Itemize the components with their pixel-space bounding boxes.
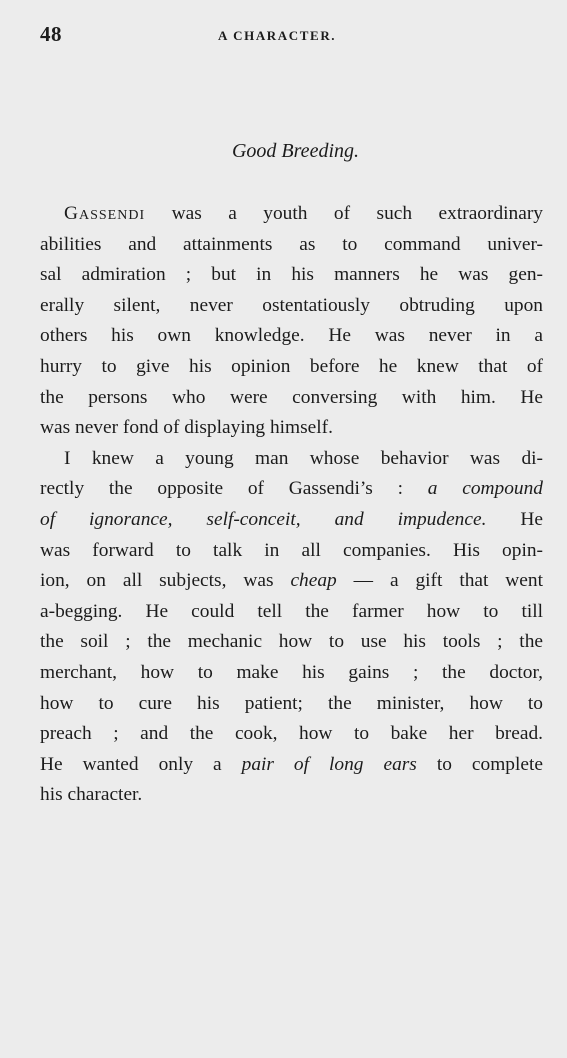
text-line [40,474,543,505]
text-line: hurry to give his opinion before he knew that of [40,355,543,377]
italic-span: a compound [427,478,544,500]
paragraph-1 [40,199,543,444]
text-line: sal admiration ; but in his manners he was gen- [40,264,543,286]
text-span: to complete [416,753,543,775]
italic-span: pair of long ears [241,753,417,775]
page-header [40,22,540,50]
text-span: ion, on all subjects, was [40,570,291,592]
text-line: his character. [40,784,143,806]
section-title: Good Breeding. [231,140,359,162]
italic-span: of ignorance, self-conceit, and impudence. [40,508,487,530]
text-line [40,750,543,781]
text-line [40,566,543,597]
text-span: — a gift that went [336,570,543,592]
text-line: I knew a young man whose behavior was di- [64,447,543,469]
text-line: a-begging. He could tell the farmer how to till [40,600,543,622]
text-line: merchant, how to make his gains ; the doctor, [40,661,543,683]
text-line: erally silent, never ostentatiously obtruding upon [40,294,543,316]
text-line: others his own knowledge. He was never in a [40,325,543,347]
text-span: rectly the opposite of Gassendi’s : [40,478,428,500]
name-small-caps: Gassendi [64,203,146,224]
italic-span: cheap [290,570,337,592]
paragraph-2 [40,444,543,811]
text-line [40,199,543,230]
running-head: A CHARACTER. [218,28,337,43]
text-line: the persons who were conversing with him. He [40,386,543,408]
text-line: abilities and attainments as to command univer- [40,233,543,255]
text-line: was never fond of displaying himself. [40,417,333,439]
body-text [40,199,543,811]
text-span: was a youth of such extraordinary [145,203,543,224]
text-span: He [486,508,543,530]
text-line: how to cure his patient; the minister, how to [40,692,543,714]
text-line: was forward to talk in all companies. His opin- [40,539,543,561]
text-line: preach ; and the cook, how to bake her bread. [40,723,543,745]
text-line: the soil ; the mechanic how to use his tools ; the [40,631,543,653]
text-line [40,505,543,536]
text-span: He wanted only a [40,753,242,775]
page-number: 48 [40,22,62,46]
